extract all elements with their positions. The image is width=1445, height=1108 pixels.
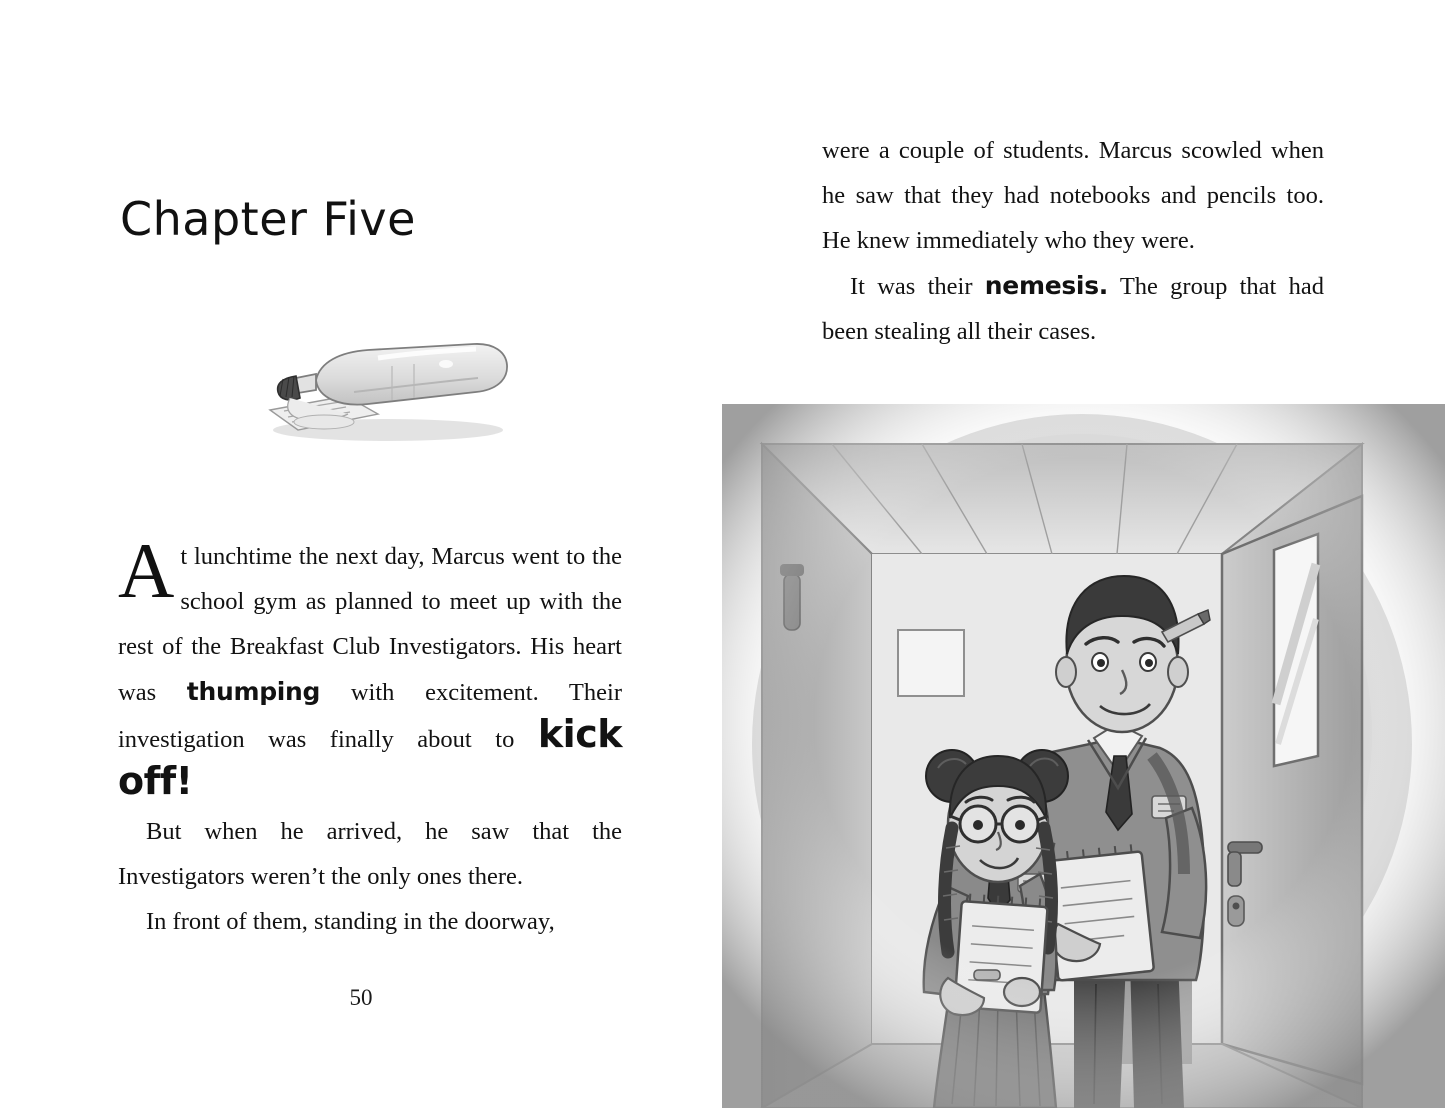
drop-cap: A <box>118 527 175 614</box>
chapter-title: Chapter Five <box>120 192 416 246</box>
run-text-2: with excitement. Their investigation was finally about to <box>118 679 622 753</box>
paragraph-2 <box>822 263 1324 354</box>
run-text: were a couple of students. Marcus scowled when he saw that they had notebooks and pencils too. He knew immediately who they were. <box>822 137 1324 254</box>
run-text: It was their <box>850 273 985 300</box>
right-page <box>722 0 1445 1108</box>
run-shout-kickoff: kick off! <box>118 712 622 803</box>
left-body-text <box>118 527 622 944</box>
spilled-bottle-illustration <box>228 318 518 448</box>
run-text: But when he arrived, he saw that the Investigators weren’t the only ones there. <box>118 818 622 890</box>
paragraph-dropcap <box>118 527 622 809</box>
run-text: t lunchtime the next day, Marcus went to the school gym as planned to meet up with the rest of the Breakfast Club Investigators. His heart was <box>118 543 622 706</box>
paragraph-2 <box>118 809 622 899</box>
paragraph-1 <box>822 128 1324 263</box>
run-bold-nemesis: nemesis. <box>984 271 1108 300</box>
run-text-2: The group that had been stealing all their cases. <box>822 273 1325 345</box>
two-students-in-doorway-illustration <box>722 404 1445 1108</box>
paragraph-3 <box>118 899 622 944</box>
run-text: In front of them, standing in the doorway, <box>146 908 555 935</box>
left-page <box>0 0 722 1108</box>
right-body-text <box>822 128 1324 354</box>
page-number: 50 <box>349 985 373 1010</box>
run-bold-thumping: thumping <box>186 677 321 706</box>
